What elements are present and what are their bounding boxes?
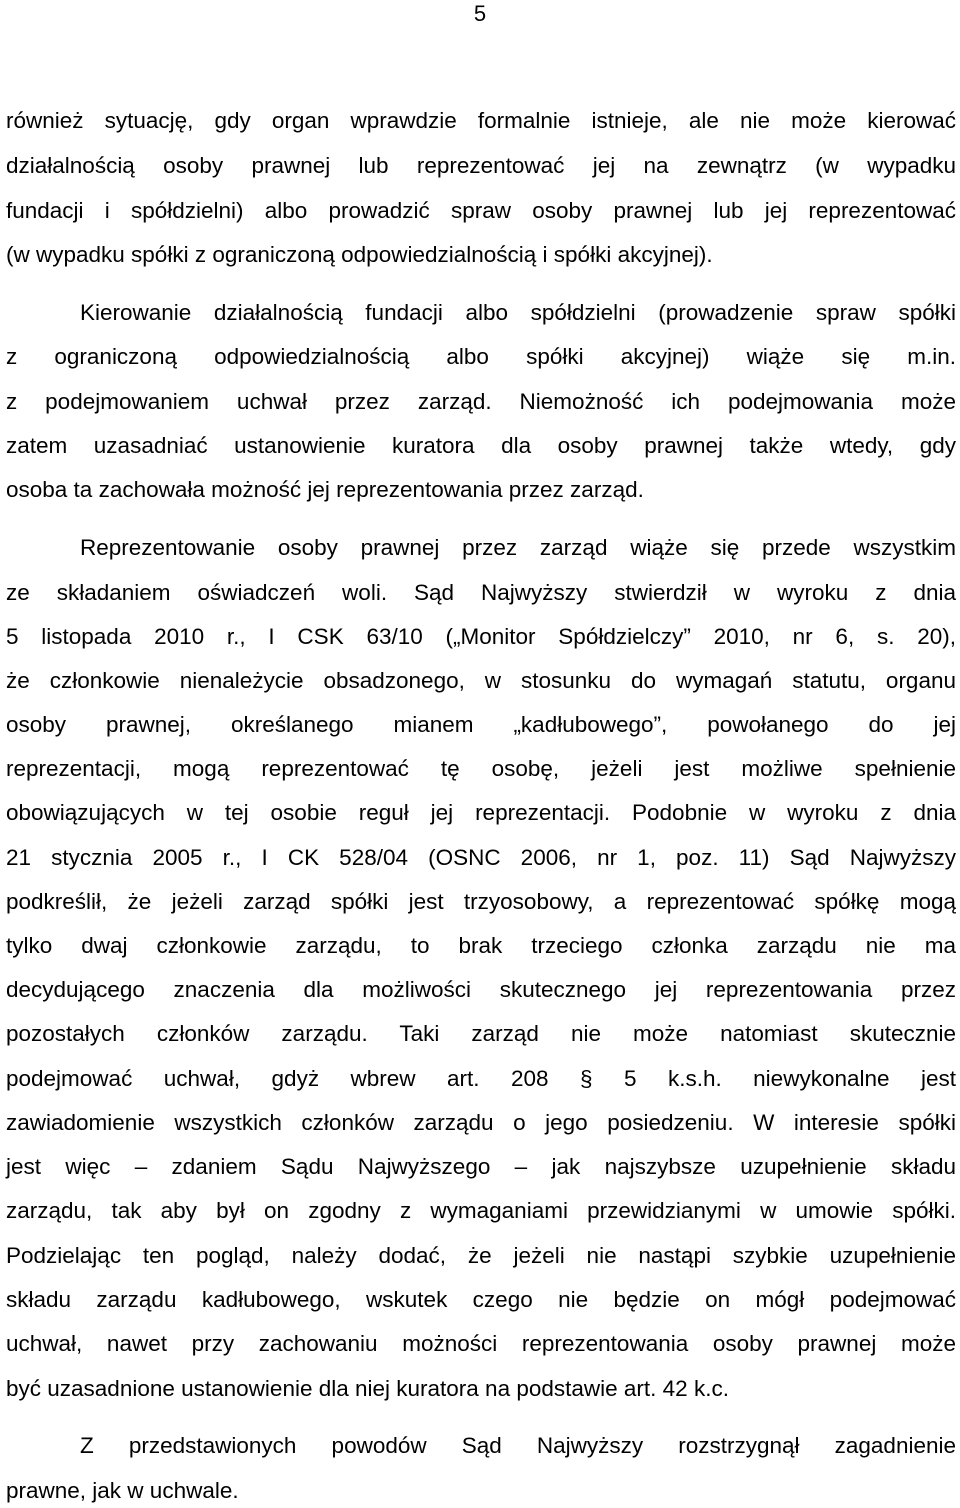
- text-line: również sytuację, gdy organ wprawdzie formalnie istnieje, ale nie może kierować: [6, 108, 956, 133]
- text-line: osoba ta zachowała możność jej reprezentowania przez zarząd.: [6, 477, 644, 502]
- text-line: fundacji i spółdzielni) albo prowadzić spraw osoby prawnej lub jej reprezentować: [6, 198, 956, 223]
- text-line: Podzielając ten pogląd, należy dodać, że jeżeli nie nastąpi szybkie uzupełnienie: [6, 1243, 956, 1268]
- paragraph-first-line: Z przedstawionych powodów Sąd Najwyższy rozstrzygnął zagadnienie: [80, 1433, 956, 1458]
- text-line: (w wypadku spółki z ograniczoną odpowiedzialnością i spółki akcyjnej).: [6, 242, 713, 267]
- text-line: osoby prawnej, określanego mianem „kadłubowego”, powołanego do jej: [6, 712, 956, 737]
- text-line: obowiązujących w tej osobie reguł jej reprezentacji. Podobnie w wyroku z dnia: [6, 800, 956, 825]
- text-line: 5 listopada 2010 r., I CSK 63/10 („Monitor Spółdzielczy” 2010, nr 6, s. 20),: [6, 624, 956, 649]
- text-line: tylko dwaj członkowie zarządu, to brak trzeciego członka zarządu nie ma: [6, 933, 956, 958]
- text-line: zarządu, tak aby był on zgodny z wymaganiami przewidzianymi w umowie spółki.: [6, 1198, 956, 1223]
- text-line: prawne, jak w uchwale.: [6, 1478, 239, 1503]
- text-line: uchwał, nawet przy zachowaniu możności reprezentowania osoby prawnej może: [6, 1331, 956, 1356]
- text-line: działalnością osoby prawnej lub reprezentować jej na zewnątrz (w wypadku: [6, 153, 956, 178]
- text-line: zawiadomienie wszystkich członków zarządu o jego posiedzeniu. W interesie spółki: [6, 1110, 956, 1135]
- text-line: pozostałych członków zarządu. Taki zarząd nie może natomiast skutecznie: [6, 1021, 956, 1046]
- text-line: podejmować uchwał, gdyż wbrew art. 208 § 5 k.s.h. niewykonalne jest: [6, 1066, 956, 1091]
- text-line: że członkowie nienależycie obsadzonego, w stosunku do wymagań statutu, organu: [6, 668, 956, 693]
- text-line: ze składaniem oświadczeń woli. Sąd Najwyższy stwierdził w wyroku z dnia: [6, 580, 956, 605]
- text-line: zatem uzasadniać ustanowienie kuratora dla osoby prawnej także wtedy, gdy: [6, 433, 956, 458]
- text-line: z podejmowaniem uchwał przez zarząd. Niemożność ich podejmowania może: [6, 389, 956, 414]
- text-line: 21 stycznia 2005 r., I CK 528/04 (OSNC 2006, nr 1, poz. 11) Sąd Najwyższy: [6, 845, 956, 870]
- paragraph-first-line: Reprezentowanie osoby prawnej przez zarząd wiąże się przede wszystkim: [80, 535, 956, 560]
- text-line: reprezentacji, mogą reprezentować tę osobę, jeżeli jest możliwe spełnienie: [6, 756, 956, 781]
- text-line: składu zarządu kadłubowego, wskutek czego nie będzie on mógł podejmować: [6, 1287, 956, 1312]
- page-number: 5: [473, 1, 487, 26]
- text-line: podkreślił, że jeżeli zarząd spółki jest trzyosobowy, a reprezentować spółkę mogą: [6, 889, 956, 914]
- text-line: decydującego znaczenia dla możliwości skutecznego jej reprezentowania przez: [6, 977, 956, 1002]
- text-line: z ograniczoną odpowiedzialnością albo spółki akcyjnej) wiąże się m.in.: [6, 344, 956, 369]
- text-line: być uzasadnione ustanowienie dla niej kuratora na podstawie art. 42 k.c.: [6, 1376, 729, 1401]
- text-line: jest więc – zdaniem Sądu Najwyższego – jak najszybsze uzupełnienie składu: [6, 1154, 956, 1179]
- paragraph-first-line: Kierowanie działalnością fundacji albo spółdzielni (prowadzenie spraw spółki: [80, 300, 956, 325]
